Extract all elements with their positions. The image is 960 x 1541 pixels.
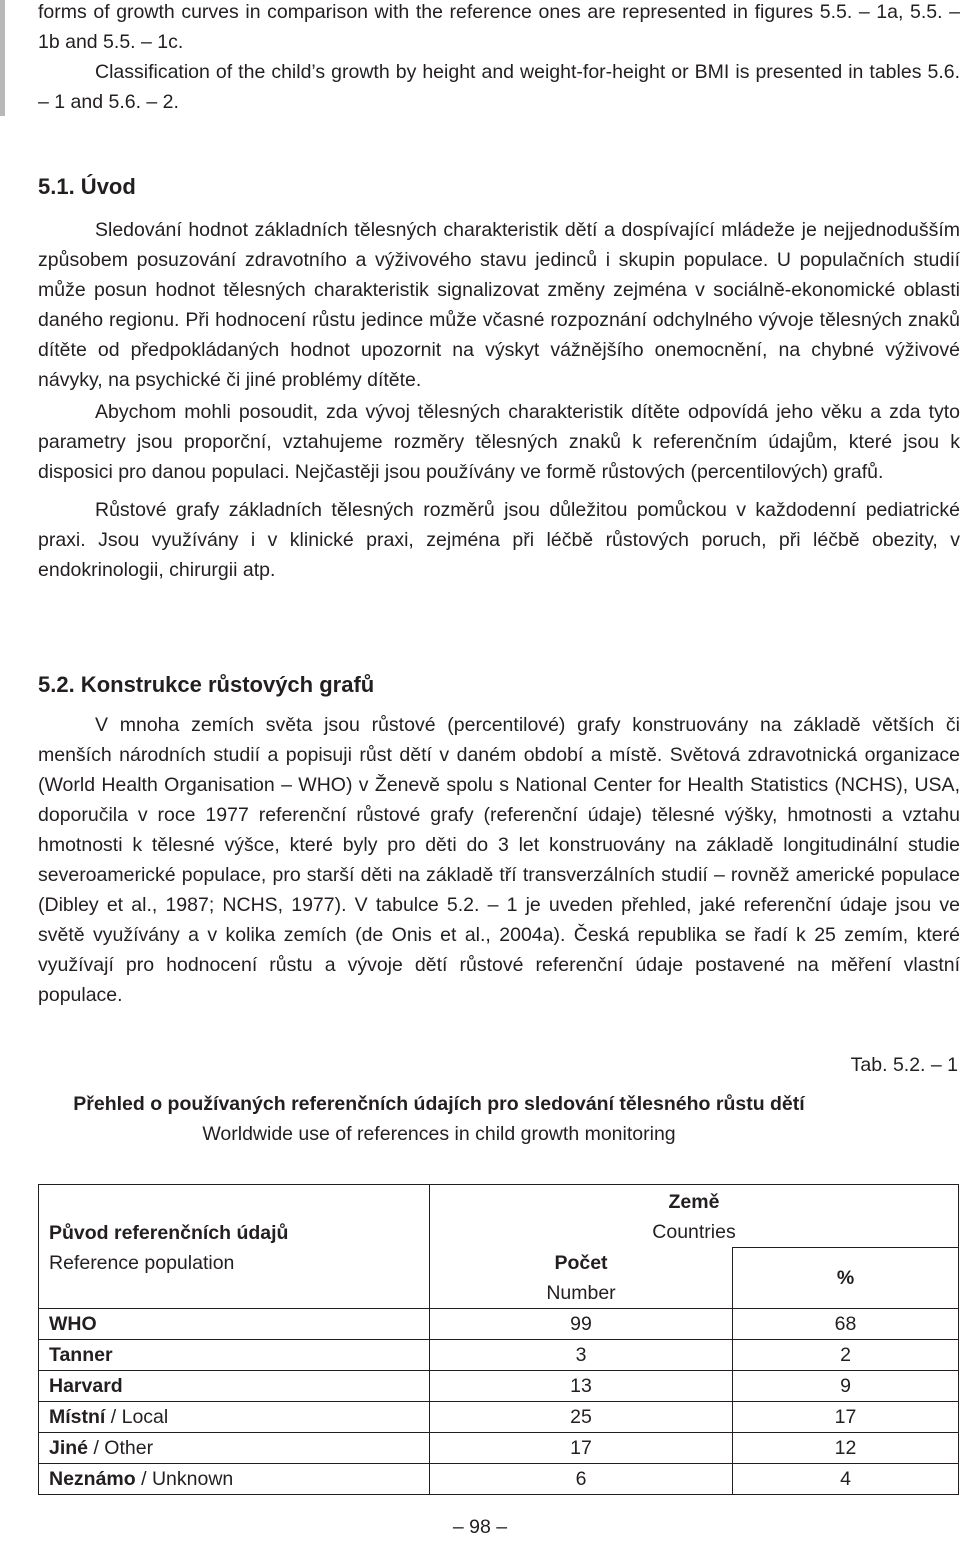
- header-countries-group: [430, 1185, 959, 1248]
- row-percent: 12: [733, 1432, 959, 1463]
- table-title-english: Worldwide use of references in child growth monitoring: [202, 1123, 676, 1145]
- row-label: [39, 1308, 430, 1339]
- table-title-czech: Přehled o používaných referenčních údajích pro sledování tělesného růstu dětí: [73, 1093, 805, 1115]
- header-group-english: Countries: [652, 1221, 736, 1243]
- table-row: [39, 1463, 959, 1494]
- section-1-paragraph-3: Růstové grafy základních tělesných rozměrů jsou důležitou pomůckou v každodenní pediatrické praxi. Jsou využívány i v klinické praxi, zejména při léčbě růstových poruch, při léčbě obezity, v endokrinologii, chirurgii atp.: [38, 499, 960, 581]
- row-label: [39, 1370, 430, 1401]
- row-label-czech: Harvard: [49, 1374, 123, 1397]
- row-label: [39, 1463, 430, 1494]
- header-col1-czech: Původ referenčních údajů: [49, 1221, 289, 1244]
- row-label-czech: Jiné: [49, 1436, 89, 1459]
- row-number: 3: [430, 1339, 733, 1370]
- section-heading-konstrukce: 5.2. Konstrukce růstových grafů: [38, 672, 375, 697]
- row-label-czech: Místní: [49, 1405, 106, 1428]
- row-label-separator: /: [135, 1467, 152, 1490]
- table-row: [39, 1370, 959, 1401]
- section-2-body: [38, 710, 960, 1010]
- row-percent: 68: [733, 1308, 959, 1339]
- row-number: 17: [430, 1432, 733, 1463]
- row-label-czech: Tanner: [49, 1343, 113, 1366]
- row-number: 13: [430, 1370, 733, 1401]
- row-label: [39, 1339, 430, 1370]
- intro-paragraph-1: forms of growth curves in comparison with the reference ones are represented in figures 5.5. – 1a, 5.5. – 1b and 5.5. – 1c.: [38, 1, 960, 53]
- header-reference-population: [39, 1185, 430, 1309]
- header-number-english: Number: [546, 1281, 616, 1304]
- row-label: [39, 1401, 430, 1432]
- reference-table: [38, 1184, 959, 1495]
- header-number-czech: Počet: [554, 1251, 608, 1274]
- intro-text: [38, 0, 960, 117]
- section-2-paragraph-1: V mnoha zemích světa jsou růstové (percentilové) grafy konstruovány na základě větších či menších národních studií a popisuji růst dětí v daném období a místě. Světová zdravotnická organizace (World Health Organisation – WHO) v Ženevě spolu s National Center for Health Statistics (NCHS), USA, doporučila v roce 1977 referenční růstové grafy (referenční údaje) tělesné výšky, hmotnosti a vztahu hmotnosti k tělesné výšce, které byly pro děti do 3 let konstruovány na základě longitudinální studie severoamerické populace, pro starší děti na základě tří transverzálních studií – rovněž americké populace (Dibley et al., 1987; NCHS, 1977). V tabulce 5.2. – 1 je uveden přehled, jaké referenční údaje jsou ve světě využívány a v kolika zemích (de Onis et al., 2004a). Česká republika se řadí k 25 zemím, které využívají pro hodnocení růstu a vývoje dětí růstové referenční údaje postavené na měření vlastní populace.: [38, 714, 960, 1006]
- row-label-english: Local: [121, 1405, 169, 1428]
- header-number: [430, 1248, 733, 1309]
- table-reference-label: Tab. 5.2. – 1: [850, 1054, 958, 1076]
- section-heading-uvod: 5.1. Úvod: [38, 174, 136, 199]
- header-col1-english: Reference population: [49, 1251, 235, 1274]
- table-row: [39, 1401, 959, 1432]
- row-label: [39, 1432, 430, 1463]
- table-row: [39, 1432, 959, 1463]
- section-1-paragraph-1: Sledování hodnot základních tělesných charakteristik dětí a dospívající mládeže je nejjednodušším způsobem posuzování zdravotního a výživového stavu jedinců i skupin populace. U populačních studií může posun hodnot tělesných charakteristik signalizovat změny zejména v sociálně-ekonomické oblasti daného regionu. Při hodnocení růstu jedince může včasné rozpoznání odchylného vývoje tělesných znaků dítěte od předpokládaných hodnot upozornit na výskyt vážnějšího onemocnění, na chybné výživové návyky, na psychické či jiné problémy dítěte.: [38, 219, 960, 391]
- table-body: [39, 1308, 959, 1494]
- row-number: 25: [430, 1401, 733, 1432]
- table-header-row-1: [39, 1185, 959, 1248]
- row-label-english: Unknown: [151, 1467, 234, 1490]
- table-title: [38, 1089, 960, 1149]
- row-percent: 9: [733, 1370, 959, 1401]
- margin-bar: [0, 0, 5, 116]
- row-label-czech: WHO: [49, 1312, 97, 1335]
- row-percent: 2: [733, 1339, 959, 1370]
- header-group-czech: Země: [668, 1191, 720, 1213]
- row-label-english: Other: [104, 1436, 154, 1459]
- row-percent: 4: [733, 1463, 959, 1494]
- table-row: [39, 1339, 959, 1370]
- table-row: [39, 1308, 959, 1339]
- section-1-paragraph-2: Abychom mohli posoudit, zda vývoj tělesných charakteristik dítěte odpovídá jeho věku a zda tyto parametry jsou proporční, vztahujeme rozměry tělesných znaků k referenčním údajům, které jsou k disposici pro danou populaci. Nejčastěji jsou používány ve formě růstových (percentilových) grafů.: [38, 401, 960, 483]
- row-label-separator: /: [88, 1436, 105, 1459]
- row-label-czech: Neznámo: [49, 1467, 136, 1490]
- row-number: 99: [430, 1308, 733, 1339]
- page-number: – 98 –: [452, 1516, 508, 1538]
- row-label-separator: /: [105, 1405, 122, 1428]
- row-percent: 17: [733, 1401, 959, 1432]
- section-1-body: [38, 215, 960, 585]
- intro-paragraph-2: Classification of the child’s growth by height and weight-for-height or BMI is presented in tables 5.6. – 1 and 5.6. – 2.: [38, 61, 960, 113]
- header-percent: %: [733, 1248, 959, 1309]
- row-number: 6: [430, 1463, 733, 1494]
